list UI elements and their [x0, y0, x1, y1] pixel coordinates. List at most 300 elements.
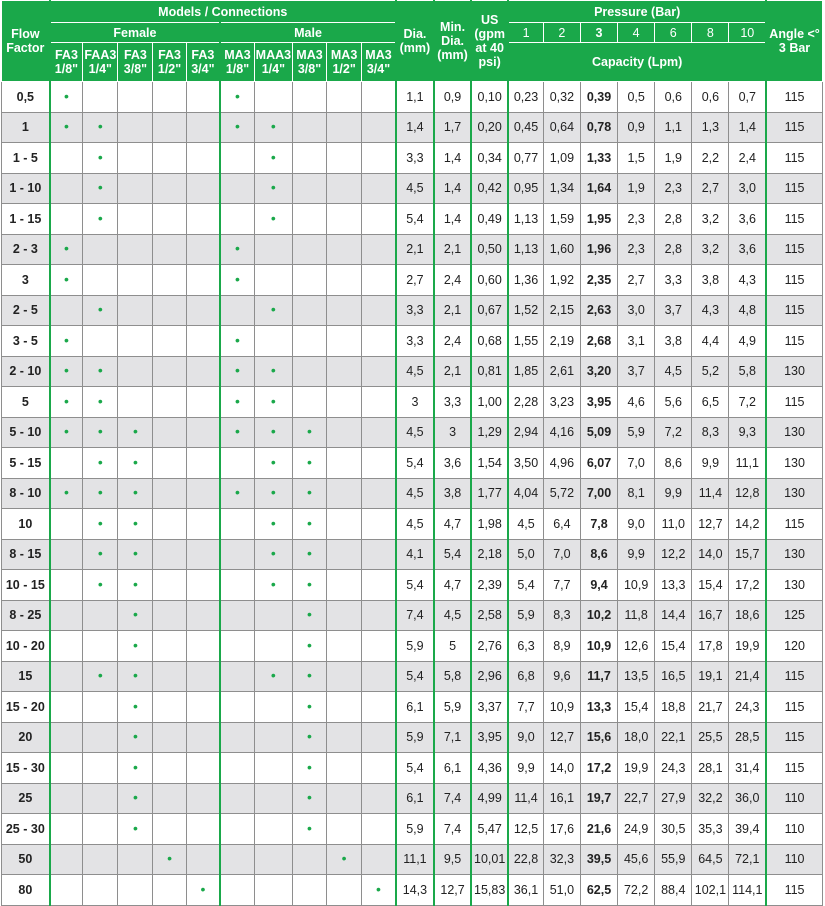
female-connection-cell — [118, 356, 153, 387]
us-gpm-cell: 1,54 — [471, 448, 508, 479]
male-header: Male — [220, 23, 396, 43]
capacity-cell: 6,07 — [580, 448, 617, 479]
male-connection-cell — [362, 478, 396, 509]
us-gpm-cell: 2,96 — [471, 661, 508, 692]
availability-dot-icon: • — [307, 514, 312, 531]
capacity-cell: 2,15 — [543, 295, 580, 326]
capacity-cell: 3,7 — [618, 356, 655, 387]
availability-dot-icon: • — [97, 484, 103, 501]
male-connection-cell — [327, 326, 362, 357]
female-connection-cell — [118, 173, 153, 204]
availability-dot-icon: • — [270, 545, 276, 562]
availability-dot-icon: • — [132, 789, 138, 806]
female-connection-cell — [153, 82, 186, 113]
capacity-cell: 4,16 — [543, 417, 580, 448]
male-connection-cell — [254, 417, 292, 448]
dia-cell: 6,1 — [396, 692, 434, 723]
female-connection-cell — [153, 448, 186, 479]
female-connection-cell — [83, 82, 118, 113]
flow-factor-cell: 3 — [2, 265, 50, 296]
male-connection-cell — [220, 783, 254, 814]
table-body — [2, 82, 823, 906]
availability-dot-icon: • — [235, 270, 240, 287]
availability-dot-icon: • — [97, 667, 103, 684]
female-connection-cell — [186, 112, 220, 143]
male-connection-cell — [292, 265, 326, 296]
angle-cell: 115 — [766, 875, 822, 906]
female-connection-cell — [186, 539, 220, 570]
table-row — [2, 143, 823, 174]
min-dia-cell: 3 — [434, 417, 471, 448]
female-connection-cell — [50, 448, 83, 479]
angle-cell: 115 — [766, 112, 822, 143]
availability-dot-icon: • — [97, 301, 103, 318]
availability-dot-icon: • — [132, 575, 138, 592]
capacity-cell: 18,6 — [729, 600, 766, 631]
male-model-name: MAA3 — [255, 48, 292, 62]
us-gpm-cell: 2,58 — [471, 600, 508, 631]
table-row — [2, 631, 823, 662]
female-connection-cell — [153, 417, 186, 448]
availability-dot-icon: • — [270, 362, 276, 379]
dia-cell: 5,9 — [396, 722, 434, 753]
availability-dot-icon: • — [307, 575, 312, 592]
male-connection-cell — [292, 692, 326, 723]
availability-dot-icon: • — [270, 514, 276, 531]
female-connection-cell — [186, 692, 220, 723]
availability-dot-icon: • — [270, 179, 276, 196]
capacity-cell: 5,6 — [655, 387, 692, 418]
dia-header: Dia. (mm) — [396, 1, 434, 82]
flow-factor-cell: 50 — [2, 844, 50, 875]
capacity-cell: 0,95 — [508, 173, 543, 204]
dia-cell: 4,5 — [396, 417, 434, 448]
availability-dot-icon: • — [97, 118, 103, 135]
angle-cell: 130 — [766, 448, 822, 479]
female-connection-cell — [118, 600, 153, 631]
angle-cell: 115 — [766, 692, 822, 723]
table-row — [2, 387, 823, 418]
capacity-cell: 36,1 — [508, 875, 543, 906]
capacity-cell: 11,8 — [618, 600, 655, 631]
male-connection-cell — [254, 844, 292, 875]
female-connection-cell — [118, 722, 153, 753]
availability-dot-icon: • — [132, 819, 138, 836]
capacity-cell: 5,0 — [508, 539, 543, 570]
female-connection-cell — [50, 326, 83, 357]
capacity-cell: 22,7 — [618, 783, 655, 814]
capacity-cell: 3,2 — [692, 204, 729, 235]
female-connection-cell — [186, 570, 220, 601]
female-connection-cell — [83, 143, 118, 174]
capacity-cell: 36,0 — [729, 783, 766, 814]
availability-dot-icon: • — [64, 484, 69, 501]
capacity-cell: 4,5 — [655, 356, 692, 387]
female-connection-cell — [153, 722, 186, 753]
capacity-cell: 1,1 — [655, 112, 692, 143]
female-connection-cell — [83, 478, 118, 509]
capacity-cell: 19,7 — [580, 783, 617, 814]
male-connection-cell — [327, 173, 362, 204]
male-connection-cell — [327, 600, 362, 631]
male-connection-cell — [292, 448, 326, 479]
availability-dot-icon: • — [307, 606, 312, 623]
availability-dot-icon: • — [341, 850, 347, 867]
capacity-cell: 4,04 — [508, 478, 543, 509]
capacity-cell: 21,4 — [729, 661, 766, 692]
us-gpm-cell: 1,00 — [471, 387, 508, 418]
us-gpm-cell: 1,77 — [471, 478, 508, 509]
male-connection-cell — [362, 844, 396, 875]
female-connection-cell — [186, 265, 220, 296]
flow-factor-cell: 8 - 25 — [2, 600, 50, 631]
male-connection-cell — [327, 875, 362, 906]
min-dia-cell: 1,4 — [434, 204, 471, 235]
female-connection-cell — [83, 509, 118, 540]
us-gpm-cell: 0,81 — [471, 356, 508, 387]
capacity-cell: 0,9 — [618, 112, 655, 143]
male-connection-cell — [292, 173, 326, 204]
male-connection-cell — [220, 387, 254, 418]
male-connection-cell — [292, 326, 326, 357]
capacity-cell: 9,9 — [618, 539, 655, 570]
female-connection-cell — [83, 417, 118, 448]
capacity-cell: 25,5 — [692, 722, 729, 753]
capacity-cell: 5,09 — [580, 417, 617, 448]
availability-dot-icon: • — [167, 850, 172, 867]
male-connection-cell — [327, 448, 362, 479]
capacity-cell: 22,8 — [508, 844, 543, 875]
dia-cell: 4,5 — [396, 509, 434, 540]
availability-dot-icon: • — [270, 484, 276, 501]
capacity-cell: 2,68 — [580, 326, 617, 357]
male-connection-cell — [220, 509, 254, 540]
capacity-cell: 2,28 — [508, 387, 543, 418]
male-connection-cell — [327, 661, 362, 692]
male-connection-cell — [254, 722, 292, 753]
us-gpm-cell: 0,20 — [471, 112, 508, 143]
capacity-cell: 22,1 — [655, 722, 692, 753]
capacity-cell: 7,7 — [543, 570, 580, 601]
capacity-cell: 6,8 — [508, 661, 543, 692]
angle-cell: 130 — [766, 570, 822, 601]
male-connection-cell — [254, 82, 292, 113]
capacity-cell: 102,1 — [692, 875, 729, 906]
male-connection-cell — [220, 204, 254, 235]
availability-dot-icon: • — [132, 423, 138, 440]
male-connection-cell — [362, 387, 396, 418]
capacity-cell: 9,9 — [692, 448, 729, 479]
availability-dot-icon: • — [64, 362, 69, 379]
male-model-3-header — [327, 43, 362, 82]
capacity-cell: 2,63 — [580, 295, 617, 326]
female-connection-cell — [50, 600, 83, 631]
female-connection-cell — [118, 143, 153, 174]
female-connection-cell — [50, 814, 83, 845]
female-connection-cell — [186, 173, 220, 204]
angle-cell: 130 — [766, 539, 822, 570]
female-connection-cell — [118, 478, 153, 509]
male-model-name: MA3 — [365, 48, 392, 62]
availability-dot-icon: • — [132, 514, 138, 531]
female-connection-cell — [50, 356, 83, 387]
dia-cell: 5,4 — [396, 204, 434, 235]
male-connection-cell — [220, 844, 254, 875]
pressure-3-header: 4 — [618, 23, 655, 43]
availability-dot-icon: • — [307, 636, 312, 653]
table-row — [2, 661, 823, 692]
female-connection-cell — [50, 722, 83, 753]
female-connection-cell — [186, 417, 220, 448]
flow-factor-cell: 8 - 10 — [2, 478, 50, 509]
male-connection-cell — [362, 326, 396, 357]
male-connection-cell — [220, 143, 254, 174]
availability-dot-icon: • — [97, 392, 103, 409]
capacity-cell: 1,4 — [729, 112, 766, 143]
female-connection-cell — [186, 295, 220, 326]
male-connection-cell — [254, 753, 292, 784]
capacity-cell: 17,6 — [543, 814, 580, 845]
dia-cell: 4,1 — [396, 539, 434, 570]
capacity-cell: 7,8 — [580, 509, 617, 540]
male-connection-cell — [327, 844, 362, 875]
male-model-name: MA3 — [224, 48, 251, 62]
male-model-2-header — [292, 43, 326, 82]
female-connection-cell — [50, 265, 83, 296]
dia-cell: 1,4 — [396, 112, 434, 143]
availability-dot-icon: • — [64, 118, 69, 135]
male-connection-cell — [327, 295, 362, 326]
female-connection-cell — [153, 661, 186, 692]
angle-cell: 115 — [766, 387, 822, 418]
capacity-cell: 2,8 — [655, 234, 692, 265]
availability-dot-icon: • — [132, 758, 138, 775]
table-row — [2, 265, 823, 296]
capacity-cell: 2,3 — [618, 204, 655, 235]
flow-factor-cell: 15 - 20 — [2, 692, 50, 723]
female-connection-cell — [118, 265, 153, 296]
min-dia-cell: 2,1 — [434, 234, 471, 265]
capacity-cell: 21,6 — [580, 814, 617, 845]
male-connection-cell — [220, 326, 254, 357]
capacity-cell: 17,8 — [692, 631, 729, 662]
male-connection-cell — [362, 417, 396, 448]
male-connection-cell — [362, 753, 396, 784]
us-gpm-cell: 3,95 — [471, 722, 508, 753]
male-connection-cell — [254, 234, 292, 265]
capacity-cell: 2,19 — [543, 326, 580, 357]
male-connection-cell — [254, 265, 292, 296]
capacity-cell: 0,23 — [508, 82, 543, 113]
capacity-cell: 6,4 — [543, 509, 580, 540]
male-connection-cell — [220, 814, 254, 845]
female-connection-cell — [186, 509, 220, 540]
female-connection-cell — [118, 570, 153, 601]
flow-factor-header: Flow Factor — [2, 1, 50, 82]
capacity-cell: 64,5 — [692, 844, 729, 875]
flow-factor-cell: 2 - 5 — [2, 295, 50, 326]
male-connection-cell — [362, 509, 396, 540]
us-gpm-cell: 5,47 — [471, 814, 508, 845]
male-connection-cell — [254, 356, 292, 387]
female-connection-cell — [153, 844, 186, 875]
female-connection-cell — [83, 844, 118, 875]
capacity-cell: 14,0 — [692, 539, 729, 570]
min-dia-cell: 5,4 — [434, 539, 471, 570]
female-connection-cell — [153, 539, 186, 570]
table-row — [2, 204, 823, 235]
availability-dot-icon: • — [270, 301, 276, 318]
capacity-cell: 2,3 — [655, 173, 692, 204]
capacity-cell: 1,3 — [692, 112, 729, 143]
male-model-1-header — [254, 43, 292, 82]
capacity-cell: 3,0 — [618, 295, 655, 326]
availability-dot-icon: • — [64, 423, 69, 440]
availability-dot-icon: • — [132, 728, 138, 745]
capacity-cell: 3,8 — [655, 326, 692, 357]
capacity-cell: 32,3 — [543, 844, 580, 875]
min-dia-cell: 4,5 — [434, 600, 471, 631]
female-connection-cell — [153, 234, 186, 265]
capacity-cell: 1,9 — [655, 143, 692, 174]
dia-cell: 4,5 — [396, 173, 434, 204]
female-connection-cell — [50, 539, 83, 570]
male-connection-cell — [362, 783, 396, 814]
capacity-cell: 45,6 — [618, 844, 655, 875]
male-connection-cell — [327, 814, 362, 845]
female-connection-cell — [50, 295, 83, 326]
female-connection-cell — [118, 814, 153, 845]
male-connection-cell — [362, 570, 396, 601]
min-dia-cell: 12,7 — [434, 875, 471, 906]
flow-factor-cell: 2 - 10 — [2, 356, 50, 387]
male-connection-cell — [292, 143, 326, 174]
male-connection-cell — [254, 814, 292, 845]
male-connection-cell — [327, 692, 362, 723]
capacity-cell: 4,8 — [729, 295, 766, 326]
availability-dot-icon: • — [307, 728, 312, 745]
min-dia-cell: 5 — [434, 631, 471, 662]
female-connection-cell — [83, 753, 118, 784]
min-dia-cell: 1,4 — [434, 143, 471, 174]
flow-factor-cell: 25 - 30 — [2, 814, 50, 845]
male-connection-cell — [292, 814, 326, 845]
capacity-cell: 8,6 — [655, 448, 692, 479]
male-model-size: 3/4" — [366, 62, 391, 76]
capacity-cell: 24,9 — [618, 814, 655, 845]
availability-dot-icon: • — [97, 514, 103, 531]
female-connection-cell — [186, 356, 220, 387]
flow-factor-cell: 1 - 5 — [2, 143, 50, 174]
capacity-cell: 21,7 — [692, 692, 729, 723]
male-connection-cell — [362, 692, 396, 723]
flow-capacity-table — [1, 0, 823, 906]
capacity-cell: 2,4 — [729, 143, 766, 174]
capacity-cell: 9,4 — [580, 570, 617, 601]
availability-dot-icon: • — [307, 453, 312, 470]
capacity-cell: 10,9 — [580, 631, 617, 662]
capacity-cell: 0,5 — [618, 82, 655, 113]
table-row — [2, 692, 823, 723]
capacity-cell: 3,1 — [618, 326, 655, 357]
female-connection-cell — [153, 692, 186, 723]
male-connection-cell — [220, 631, 254, 662]
pressure-0-header: 1 — [508, 23, 543, 43]
capacity-cell: 9,0 — [508, 722, 543, 753]
capacity-cell: 24,3 — [729, 692, 766, 723]
capacity-cell: 15,4 — [618, 692, 655, 723]
capacity-cell: 11,1 — [729, 448, 766, 479]
female-connection-cell — [118, 326, 153, 357]
min-dia-cell: 0,9 — [434, 82, 471, 113]
male-connection-cell — [292, 478, 326, 509]
male-connection-cell — [254, 478, 292, 509]
male-connection-cell — [254, 387, 292, 418]
female-connection-cell — [118, 112, 153, 143]
male-connection-cell — [362, 234, 396, 265]
male-connection-cell — [254, 692, 292, 723]
female-connection-cell — [153, 600, 186, 631]
female-connection-cell — [186, 478, 220, 509]
male-connection-cell — [292, 722, 326, 753]
female-connection-cell — [186, 631, 220, 662]
male-connection-cell — [327, 417, 362, 448]
availability-dot-icon: • — [64, 87, 69, 104]
female-connection-cell — [153, 204, 186, 235]
availability-dot-icon: • — [270, 148, 276, 165]
male-connection-cell — [327, 478, 362, 509]
angle-cell: 130 — [766, 478, 822, 509]
capacity-cell: 6,3 — [508, 631, 543, 662]
availability-dot-icon: • — [97, 179, 103, 196]
male-connection-cell — [254, 173, 292, 204]
capacity-cell: 14,0 — [543, 753, 580, 784]
female-connection-cell — [50, 509, 83, 540]
male-connection-cell — [362, 539, 396, 570]
female-connection-cell — [153, 814, 186, 845]
female-connection-cell — [50, 417, 83, 448]
male-connection-cell — [220, 448, 254, 479]
min-dia-cell: 9,5 — [434, 844, 471, 875]
dia-cell: 5,4 — [396, 570, 434, 601]
table-row — [2, 234, 823, 265]
capacity-cell: 8,3 — [692, 417, 729, 448]
flow-factor-cell: 20 — [2, 722, 50, 753]
male-connection-cell — [362, 295, 396, 326]
availability-dot-icon: • — [97, 545, 103, 562]
flow-factor-cell: 3 - 5 — [2, 326, 50, 357]
male-connection-cell — [362, 661, 396, 692]
us-gpm-cell: 4,99 — [471, 783, 508, 814]
capacity-cell: 19,9 — [618, 753, 655, 784]
table-row — [2, 509, 823, 540]
capacity-cell: 1,96 — [580, 234, 617, 265]
female-connection-cell — [153, 631, 186, 662]
angle-cell: 110 — [766, 814, 822, 845]
female-model-name: FA3 — [54, 48, 78, 62]
capacity-cell: 10,2 — [580, 600, 617, 631]
male-model-size: 1/4" — [261, 62, 286, 76]
female-connection-cell — [50, 234, 83, 265]
male-connection-cell — [254, 661, 292, 692]
female-connection-cell — [118, 631, 153, 662]
male-connection-cell — [362, 143, 396, 174]
capacity-cell: 12,7 — [692, 509, 729, 540]
capacity-cell: 0,77 — [508, 143, 543, 174]
dia-cell: 1,1 — [396, 82, 434, 113]
capacity-cell: 0,39 — [580, 82, 617, 113]
table-row — [2, 875, 823, 906]
